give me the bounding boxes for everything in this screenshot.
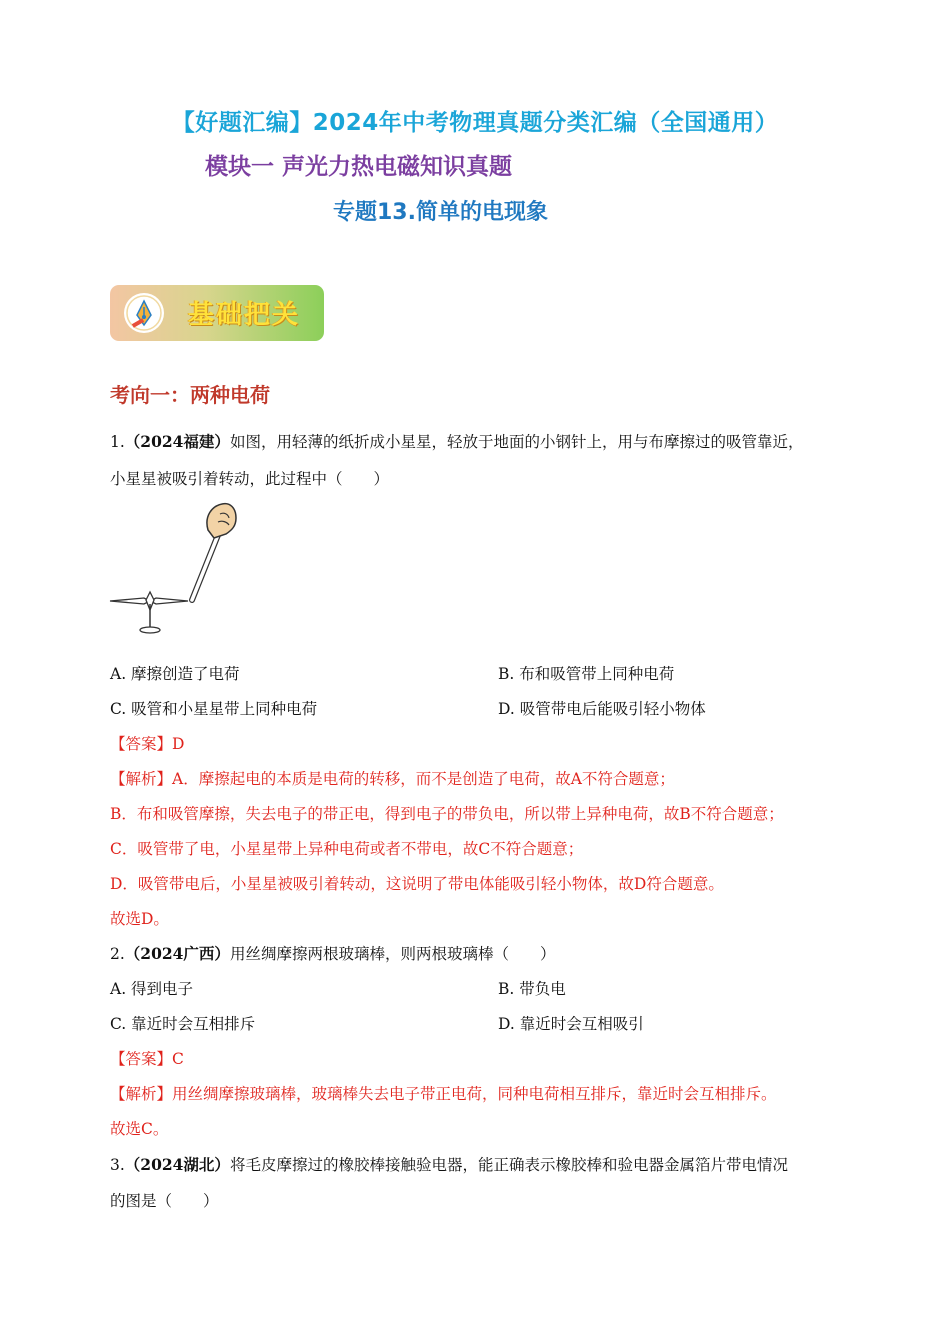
q2-option-a: A. 得到电子: [110, 980, 194, 998]
q2-answer: [110, 1049, 184, 1069]
document-title: 【好题汇编】2024年中考物理真题分类汇编（全国通用）: [171, 110, 779, 136]
q1-answer-value: D: [172, 735, 185, 753]
q1-conclusion: 故选D。: [110, 910, 169, 928]
q2-option-b: B. 带负电: [498, 980, 566, 998]
paper-star: [110, 598, 150, 604]
q2-source: （2024广西）: [124, 944, 230, 963]
q3-source: （2024湖北）: [124, 1155, 230, 1174]
q1-stem-line2: 小星星被吸引着转动，此过程中（ ）: [110, 470, 390, 488]
q1-answer-label: 【答案】: [110, 735, 173, 753]
star-and-straw-figure: [108, 500, 248, 640]
q2-answer-value: C: [172, 1050, 184, 1068]
q1-source: （2024福建）: [124, 432, 230, 451]
q1-analysis-b: B．布和吸管摩擦，失去电子的带正电，得到电子的带负电，所以带上异种电荷，故B不符合题意；: [110, 805, 784, 823]
basic-level-badge: [110, 285, 324, 341]
q2-stem: [110, 944, 555, 964]
q2-conclusion: 故选C。: [110, 1120, 169, 1138]
q3-stem-text: 将毛皮摩擦过的橡胶棒接触验电器，能正确表示橡胶棒和验电器金属箔片带电情况: [229, 1156, 788, 1174]
q2-number: 2.: [110, 945, 125, 963]
q1-analysis-label: 【解析】: [110, 770, 173, 788]
q1-option-a: A. 摩擦创造了电荷: [110, 665, 240, 683]
q1-stem-text: 如图，用轻薄的纸折成小星星，轻放于地面的小钢针上，用与布摩擦过的吸管靠近，: [229, 433, 804, 451]
q3-number: 3.: [110, 1156, 125, 1174]
q1-analysis-c: C．吸管带了电，小星星带上异种电荷或者不带电，故C不符合题意；: [110, 840, 584, 858]
q1-option-c: C. 吸管和小星星带上同种电荷: [110, 700, 318, 718]
q2-answer-label: 【答案】: [110, 1050, 173, 1068]
q2-analysis-text: 用丝绸摩擦玻璃棒，玻璃棒失去电子带正电荷，同种电荷相互排斥，靠近时会互相排斥。: [172, 1085, 777, 1103]
q2-analysis: [110, 1084, 777, 1104]
topic-title: 专题13.简单的电现象: [333, 200, 548, 225]
q1-analysis-d: D．吸管带电后，小星星被吸引着转动，这说明了带电体能吸引轻小物体，故D符合题意。: [110, 875, 724, 893]
q1-number: 1.: [110, 433, 125, 451]
q1-analysis-a-text: A．摩擦起电的本质是电荷的转移，而不是创造了电荷，故A不符合题意；: [172, 770, 675, 788]
q1-option-d: D. 吸管带电后能吸引轻小物体: [498, 700, 706, 718]
q1-stem-line1: [110, 432, 803, 452]
q3-stem-line1: [110, 1155, 788, 1175]
section-heading: 考向一：两种电荷: [110, 383, 270, 407]
q1-analysis-a: [110, 769, 675, 789]
q1-answer: [110, 734, 184, 754]
pen-nib-icon: [124, 293, 164, 333]
badge-label: 基础把关: [188, 300, 301, 330]
q3-stem-line2: 的图是（ ）: [110, 1192, 219, 1210]
module-title: 模块一 声光力热电磁知识真题: [205, 154, 513, 180]
q1-option-b: B. 布和吸管带上同种电荷: [498, 665, 675, 683]
q2-analysis-label: 【解析】: [110, 1085, 173, 1103]
q2-option-c: C. 靠近时会互相排斥: [110, 1015, 256, 1033]
q2-option-d: D. 靠近时会互相吸引: [498, 1015, 644, 1033]
q2-stem-text: 用丝绸摩擦两根玻璃棒，则两根玻璃棒（ ）: [229, 945, 556, 963]
